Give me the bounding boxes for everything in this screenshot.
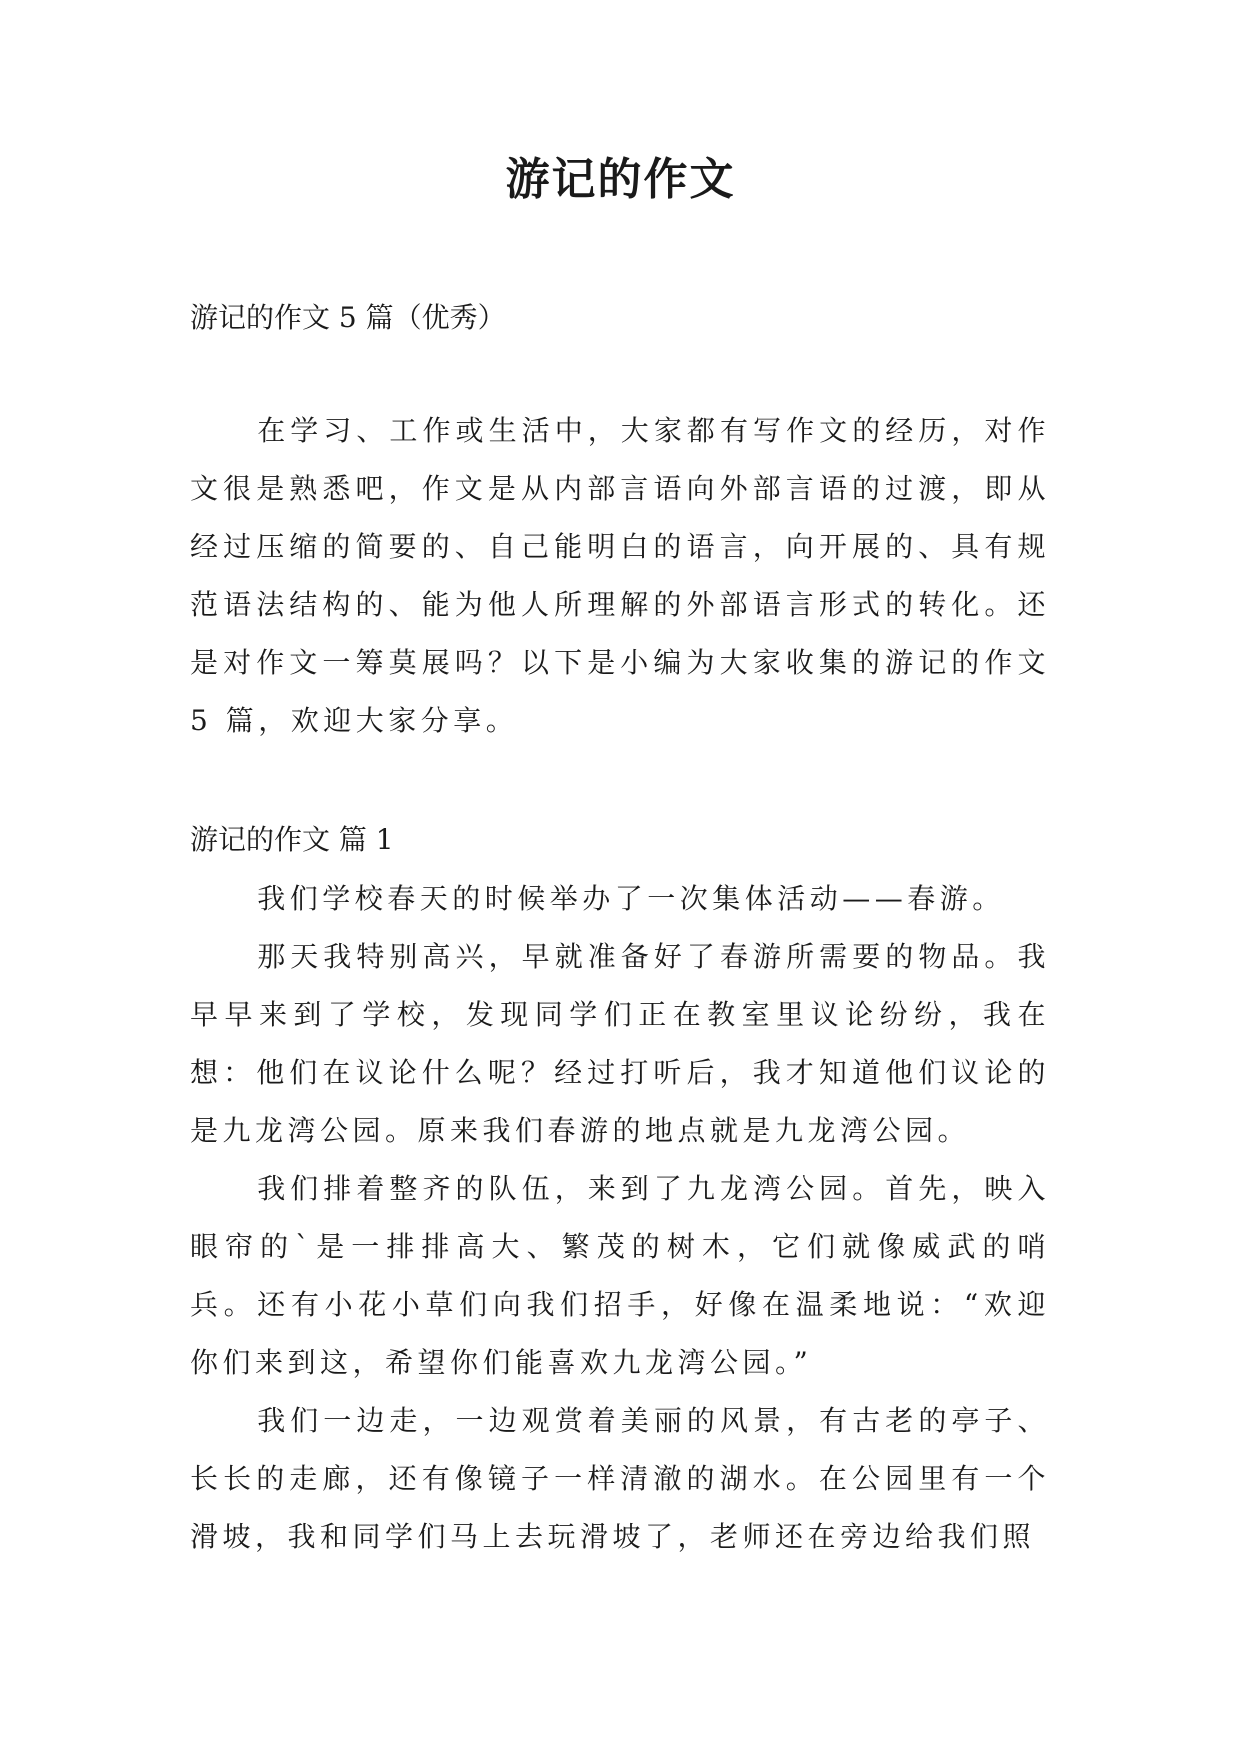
document-title: 游记的作文 (505, 154, 736, 205)
intro-paragraph: 在学习、工作或生活中，大家都有写作文的经历，对作文很是熟悉吧，作文是从内部言语向外部言语的过渡，即从经过压缩的简要的、自己能明白的语言，向开展的、具有规范语法结构的、能为他人所理解的外部语言形式的转化。还是对作文一筹莫展吗？以下是小编为大家收集的游记的作文 5 篇，欢迎大家分享。 (190, 414, 1050, 737)
document-subtitle: 游记的作文 5 篇（优秀） (190, 301, 506, 334)
body-paragraph: 我们学校春天的时候举办了一次集体活动——春游。 (257, 882, 1005, 915)
body-paragraph: 我们一边走，一边观赏着美丽的风景，有古老的亭子、长长的走廊，还有像镜子一样清澈的湖水。在公园里有一个滑坡，我和同学们马上去玩滑坡了，老师还在旁边给我们照 (190, 1404, 1050, 1553)
body-paragraph: 我们排着整齐的队伍，来到了九龙湾公园。首先，映入眼帘的`是一排排高大、繁茂的树木，它们就像威武的哨兵。还有小花小草们向我们招手，好像在温柔地说：“欢迎你们来到这，希望你们能喜欢九龙湾公园。” (190, 1172, 1050, 1379)
intro-section (190, 402, 1050, 750)
section-heading-1: 游记的作文 篇 1 (190, 823, 394, 856)
section-body-1 (190, 870, 1050, 1566)
body-paragraph: 那天我特别高兴，早就准备好了春游所需要的物品。我早早来到了学校，发现同学们正在教室里议论纷纷，我在想：他们在议论什么呢？经过打听后，我才知道他们议论的是九龙湾公园。原来我们春游的地点就是九龙湾公园。 (190, 940, 1050, 1147)
